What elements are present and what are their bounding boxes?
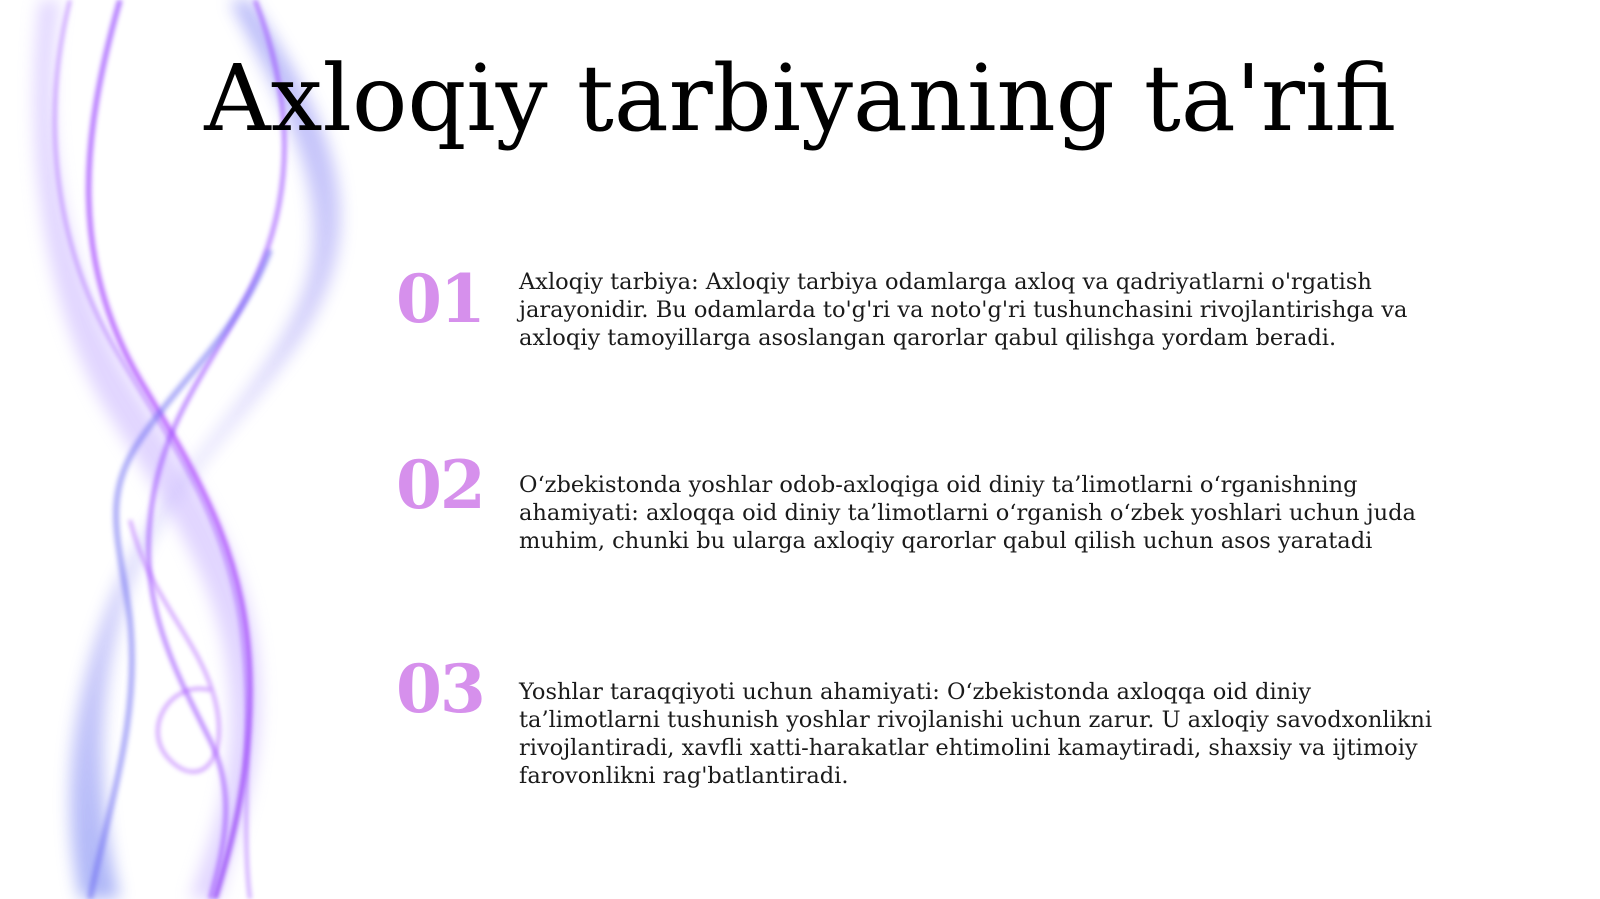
item-number: 02 [396, 446, 484, 524]
slide-title: Axloqiy tarbiyaning ta'rifi [204, 45, 1396, 152]
item-text: Yoshlar taraqqiyoti uchun ahamiyati: O‘zbekistonda axloqqa oid diniy ta’limotlarni tushunish yoshlar rivojlanishi uchun zarur. U axloqiy savodxonlikni rivojlantiradi, xavfli xatti-harakatlar ehtimolini kamaytiradi, shaxsiy va ijtimoiy farovonlikni rag'batlantiradi. [519, 679, 1433, 789]
item-number: 01 [396, 260, 484, 338]
item-text: O‘zbekistonda yoshlar odob-axloqiga oid diniy ta’limotlarni o‘rganishning ahamiyati: axloqqa oid diniy ta’limotlarni o‘rganish o‘zbek yoshlari uchun juda muhim, chunki bu ularga axloqiy qarorlar qabul qilish uchun asos yaratadi [519, 472, 1416, 554]
item-number: 03 [396, 650, 484, 728]
item-text: Axloqiy tarbiya: Axloqiy tarbiya odamlarga axloq va qadriyatlarni o'rgatish jarayonidir. Bu odamlarda to'g'ri va noto'g'ri tushunchasini rivojlantirishga va axloqiy tamoyillarga asoslangan qarorlar qabul qilishga yordam beradi. [519, 269, 1408, 351]
